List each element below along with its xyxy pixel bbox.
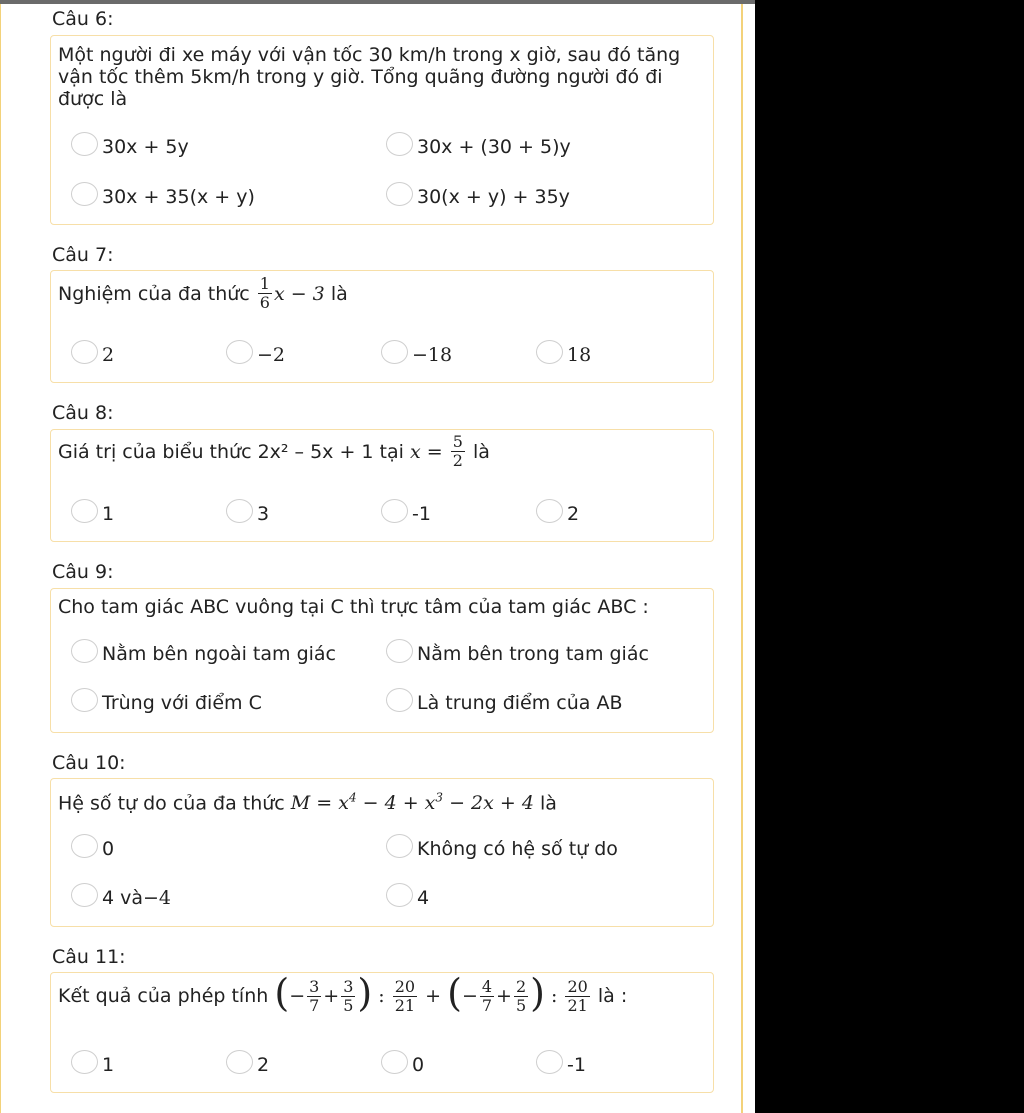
option-label: Trùng với điểm C — [102, 692, 262, 714]
option-label: Nằm bên ngoài tam giác — [102, 643, 336, 665]
fraction: $\frac{3}{7}$ — [309, 976, 320, 1015]
question-box — [50, 778, 714, 927]
radio-button[interactable] — [386, 182, 413, 206]
math-variable: x — [409, 440, 421, 463]
radio-button[interactable] — [71, 883, 98, 907]
answer-option[interactable] — [386, 639, 649, 663]
radio-button[interactable] — [386, 688, 413, 712]
question-stem — [58, 433, 693, 470]
fraction: $\frac{20}{21}$ — [567, 976, 588, 1015]
stem-text: là : — [597, 985, 628, 1007]
fraction — [451, 433, 465, 470]
fraction-numerator: 1 — [259, 274, 270, 293]
answer-option[interactable] — [536, 1050, 586, 1074]
stem-text: là — [472, 440, 490, 463]
question-stem — [58, 787, 693, 814]
answer-option[interactable] — [71, 834, 114, 858]
fraction — [258, 275, 272, 312]
stem-text: là — [539, 792, 557, 815]
option-label: Là trung điểm của AB — [417, 692, 623, 714]
radio-button[interactable] — [386, 834, 413, 858]
question-box — [50, 270, 714, 383]
radio-button[interactable] — [381, 499, 408, 523]
answer-option[interactable] — [71, 883, 171, 907]
question-box — [50, 972, 714, 1093]
stem-text: Kết quả của phép tính — [58, 985, 269, 1007]
question-box — [50, 429, 714, 542]
radio-button[interactable] — [226, 340, 253, 364]
answer-option[interactable] — [71, 132, 189, 156]
answer-option[interactable] — [226, 499, 269, 523]
answer-option[interactable] — [71, 182, 255, 206]
option-label: 1 — [102, 503, 115, 525]
option-label: −18 — [412, 344, 453, 366]
answer-option[interactable] — [381, 340, 452, 364]
fraction: $\frac{2}{5}$ — [515, 976, 527, 1015]
stem-text: Hệ số tự do của đa thức — [58, 792, 285, 815]
math-expression: $M = x^4 - 4 + x^3 - 2x + 4$ — [290, 791, 534, 815]
fraction-denominator: 6 — [259, 293, 270, 312]
option-label: Không có hệ số tự do — [417, 838, 618, 860]
radio-button[interactable] — [226, 499, 253, 523]
radio-button[interactable] — [386, 639, 413, 663]
answer-option[interactable] — [386, 688, 623, 712]
option-label: 0 — [412, 1054, 425, 1076]
radio-button[interactable] — [536, 340, 563, 364]
answer-option[interactable] — [386, 834, 618, 858]
question-title: Câu 9: — [52, 561, 114, 583]
option-label: 2 — [102, 344, 115, 366]
question-box — [50, 35, 714, 225]
answer-option[interactable] — [381, 499, 431, 523]
option-label: 4 — [417, 887, 430, 909]
answer-option[interactable] — [536, 499, 579, 523]
radio-button[interactable] — [386, 883, 413, 907]
page-edge — [743, 4, 755, 1113]
answer-option[interactable] — [71, 340, 114, 364]
radio-button[interactable] — [71, 639, 98, 663]
option-label: 1 — [102, 1054, 115, 1076]
answer-option[interactable] — [71, 499, 114, 523]
option-label: 2 — [257, 1054, 270, 1076]
answer-option[interactable] — [71, 1050, 114, 1074]
radio-button[interactable] — [71, 499, 98, 523]
radio-button[interactable] — [71, 132, 98, 156]
radio-button[interactable] — [71, 1050, 98, 1074]
option-label: 0 — [102, 838, 115, 860]
option-label: 2 — [567, 503, 580, 525]
radio-button[interactable] — [71, 340, 98, 364]
radio-button[interactable] — [71, 688, 98, 712]
answer-option[interactable] — [386, 132, 571, 156]
radio-button[interactable] — [536, 1050, 563, 1074]
answer-option[interactable] — [71, 639, 336, 663]
fraction-numerator: 5 — [452, 432, 463, 451]
option-label: -1 — [412, 503, 431, 525]
radio-button[interactable] — [536, 499, 563, 523]
option-label: −2 — [257, 344, 286, 366]
question-box — [50, 588, 714, 733]
question-stem — [58, 275, 693, 312]
fraction: $\frac{3}{5}$ — [343, 976, 354, 1015]
question-stem: Kết quả của phép tính ( − $\frac{3}{7}$ + $\frac{3}{5}$ ) : $\frac{20}{21}$ + ( − $\frac{4}{7}$ + $\frac{2}{5}$ ) : $\frac{20}{21}$ là : — [58, 971, 628, 1015]
fraction: $\frac{4}{7}$ — [481, 976, 493, 1015]
answer-option[interactable] — [386, 883, 429, 907]
option-label: -1 — [567, 1054, 586, 1076]
stem-text: Giá trị của biểu thức 2x² – 5x + 1 tại — [58, 440, 404, 463]
option-label: 3 — [257, 503, 270, 525]
radio-button[interactable] — [386, 132, 413, 156]
radio-button[interactable] — [71, 182, 98, 206]
question-title: Câu 11: — [52, 946, 126, 968]
radio-button[interactable] — [381, 340, 408, 364]
answer-option[interactable] — [381, 1050, 424, 1074]
math-equals: = — [426, 440, 443, 463]
option-label: 18 — [567, 344, 592, 366]
stem-text: Nghiệm của đa thức — [58, 282, 250, 305]
math-value: −4 — [143, 887, 172, 909]
fraction: $\frac{20}{21}$ — [394, 976, 416, 1015]
question-title: Câu 8: — [52, 402, 114, 424]
option-label: 30x + 35(x + y) — [102, 186, 255, 208]
fraction-denominator: 2 — [452, 451, 463, 470]
option-label: Nằm bên trong tam giác — [417, 643, 649, 665]
option-label: 4 và−4 — [102, 887, 172, 909]
question-stem: Một người đi xe máy với vận tốc 30 km/h trong x giờ, sau đó tăng vận tốc thêm 5km/h trong y giờ. Tổng quãng đường người đó đi được là — [58, 44, 681, 110]
answer-option[interactable] — [386, 182, 570, 206]
answer-option[interactable] — [71, 688, 262, 712]
answer-option[interactable] — [226, 1050, 269, 1074]
option-label: 30x + (30 + 5)y — [417, 136, 571, 158]
radio-button[interactable] — [71, 834, 98, 858]
stem-text: là — [330, 282, 348, 305]
radio-button[interactable] — [381, 1050, 408, 1074]
question-title: Câu 7: — [52, 244, 114, 266]
question-title: Câu 10: — [52, 752, 126, 774]
answer-option[interactable] — [536, 340, 591, 364]
option-label: 30x + 5y — [102, 136, 189, 158]
answer-option[interactable] — [226, 340, 285, 364]
math-expression: x − 3 — [273, 282, 325, 305]
option-label: 30(x + y) + 35y — [417, 186, 570, 208]
question-stem: Cho tam giác ABC vuông tại C thì trực tâm của tam giác ABC : — [58, 596, 649, 618]
question-title: Câu 6: — [52, 8, 114, 30]
radio-button[interactable] — [226, 1050, 253, 1074]
